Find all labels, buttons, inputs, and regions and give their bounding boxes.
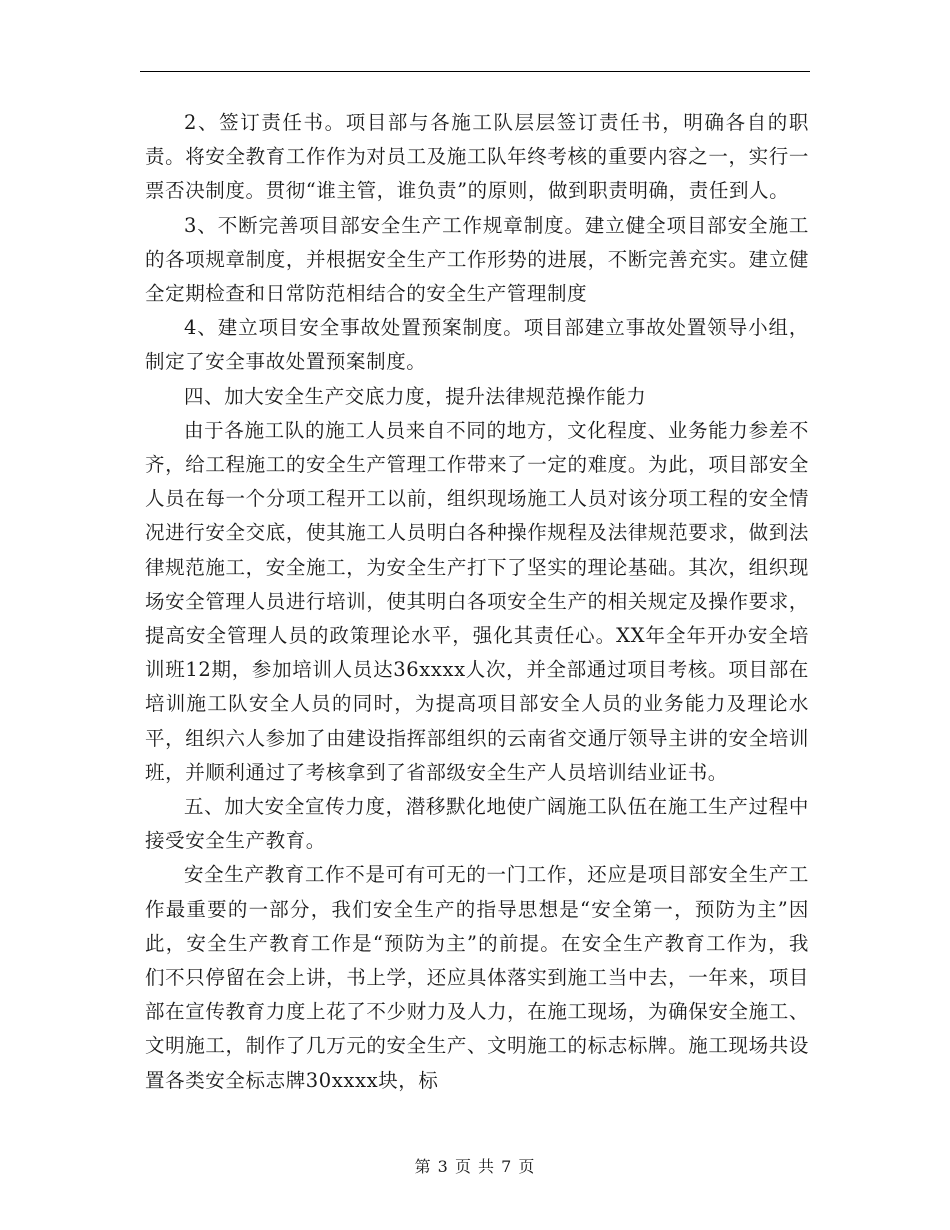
paragraph-training: 由于各施工队的施工人员来自不同的地方，文化程度、业务能力参差不齐，给工程施工的安全生产管理工作带来了一定的难度。为此，项目部安全人员在每一个分项工程开工以前，组织现场施工人员对该分项工程的安全情况进行安全交底，使其施工人员明白各种操作规程及法律规范要求，做到法律规范施工，安全施工，为安全生产打下了坚实的理论基础。其次，组织现场安全管理人员进行培训，使其明白各项安全生产的相关规定及操作要求，提高安全管理人员的政策理论水平，强化其责任心。XX年全年开办安全培训班12期，参加培训人员达36xxxx人次，并全部通过项目考核。项目部在培训施工队安全人员的同时，为提高项目部安全人员的业务能力及理论水平，组织六人参加了由建设指挥部组织的云南省交通厅领导主讲的安全培训班，并顺利通过了考核拿到了省部级安全生产人员培训结业证书。: [145, 418, 809, 784]
paragraph-emergency-plan: 4、建立项目安全事故处置预案制度。项目部建立事故处置领导小组，制定了安全事故处置预案制度。: [145, 316, 809, 374]
document-body: [145, 106, 809, 1098]
page-number: 第 3 页 共 7 页: [414, 1157, 536, 1176]
paragraph-publicity: 安全生产教育工作不是可有可无的一门工作，还应是项目部安全生产工作最重要的一部分，我们安全生产的指导思想是“安全第一，预防为主”因此，安全生产教育工作是“预防为主”的前提。在安全生产教育工作为，我们不只停留在会上讲，书上学，还应具体落实到施工当中去，一年来，项目部在宣传教育力度上花了不少财力及人力，在施工现场，为确保安全施工、文明施工，制作了几万元的安全生产、文明施工的标志标牌。施工现场共设置各类安全标志牌30xxxx块，标: [145, 863, 809, 1092]
section-heading-five: 五、加大安全宣传力度，潜移默化地使广阔施工队伍在施工生产过程中接受安全生产教育。: [145, 795, 809, 853]
section-heading-four: 四、加大安全生产交底力度，提升法律规范操作能力: [184, 384, 647, 408]
paragraph-responsibility: 2、签订责任书。项目部与各施工队层层签订责任书，明确各自的职责。将安全教育工作作为对员工及施工队年终考核的重要内容之一，实行一票否决制度。贯彻“谁主管，谁负责”的原则，做到职责明确，责任到人。: [145, 111, 809, 203]
header-rule: [140, 71, 810, 72]
paragraph-regulations: 3、不断完善项目部安全生产工作规章制度。建立健全项目部安全施工的各项规章制度，并根据安全生产工作形势的进展，不断完善充实。建立健全定期检查和日常防范相结合的安全生产管理制度: [145, 213, 809, 306]
